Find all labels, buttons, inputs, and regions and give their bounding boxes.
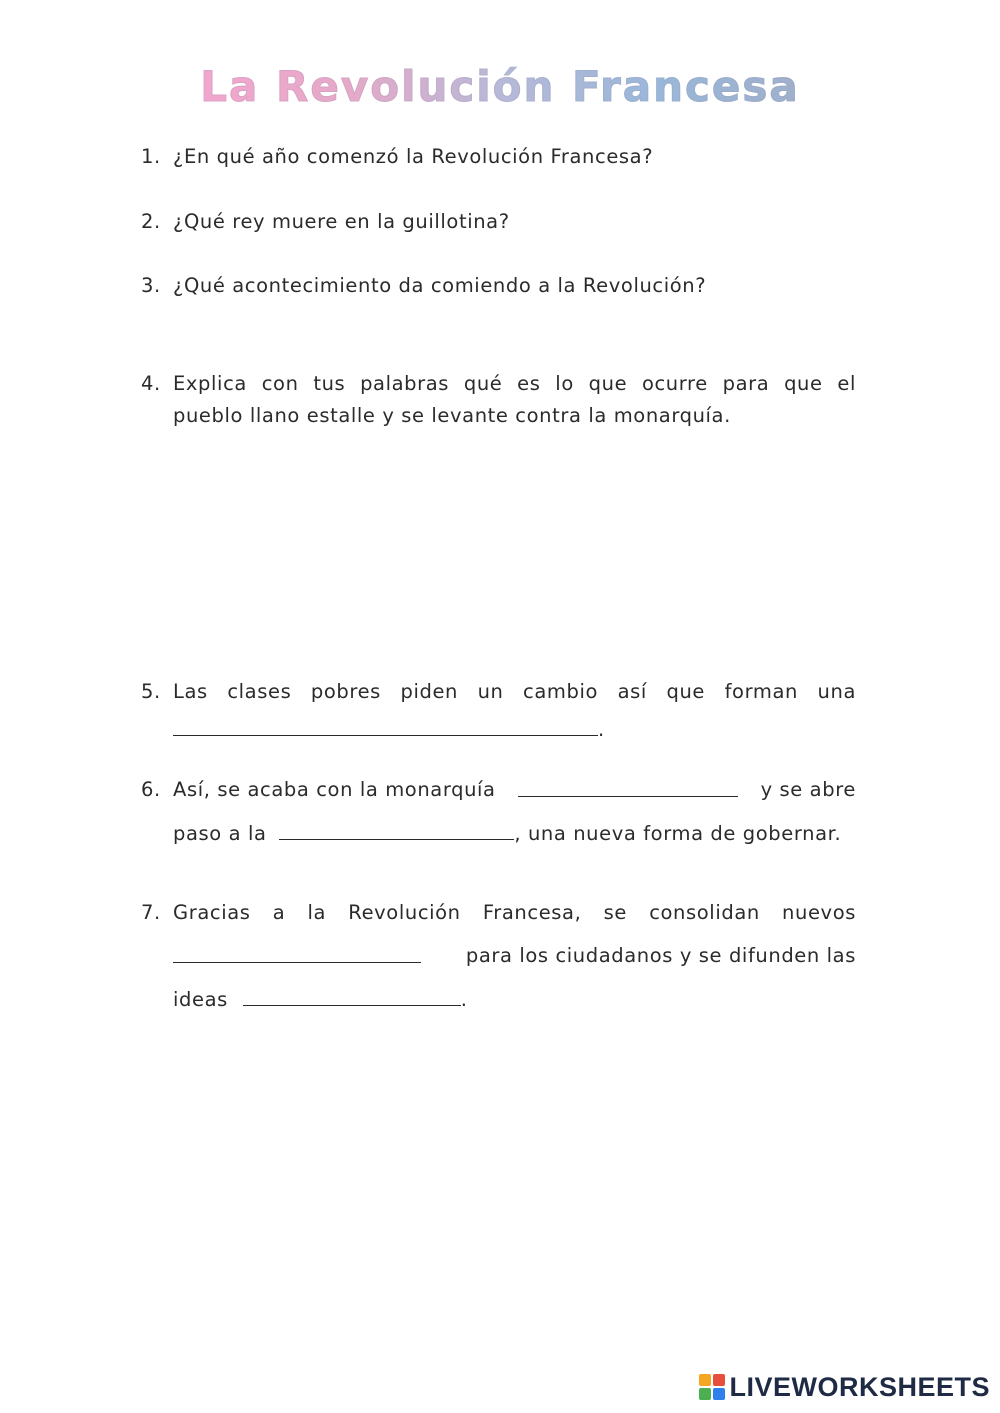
- liveworksheets-logo: [699, 1367, 990, 1407]
- worksheet-title-text: La Revolución Francesa: [200, 62, 800, 111]
- question-text-line-2: pueblo llano estalle y se levante contra la monarquía.: [173, 404, 731, 427]
- question-6: [141, 778, 856, 845]
- question-text-line-1-start: Así, se acaba con la monarquía: [173, 778, 496, 801]
- question-text-line-1: Las clases pobres piden un cambio así que forman una: [173, 680, 856, 703]
- question-number: 4.: [141, 372, 161, 395]
- question-7: [141, 901, 856, 1011]
- question-text-end: .: [598, 718, 605, 741]
- worksheet-title: [0, 62, 1000, 111]
- question-text: ¿Qué acontecimiento da comiendo a la Revolución?: [173, 274, 707, 297]
- question-number: 5.: [141, 680, 161, 703]
- question-number: 3.: [141, 274, 161, 297]
- question-number: 2.: [141, 210, 161, 233]
- liveworksheets-logo-icon: [699, 1374, 725, 1400]
- question-text-line-1-end: y se abre: [760, 778, 856, 801]
- answer-blank-1[interactable]: [173, 717, 598, 736]
- answer-blank-monarchy[interactable]: [518, 778, 738, 797]
- question-3: [141, 274, 856, 297]
- answer-blank-rights[interactable]: [173, 944, 421, 963]
- question-text-line-1: Gracias a la Revolución Francesa, se consolidan nuevos: [173, 901, 856, 924]
- question-text-line-2-start: paso a la: [173, 822, 267, 845]
- liveworksheets-logo-text: LIVEWORKSHEETS: [729, 1371, 990, 1402]
- question-text-line-2-end: para los ciudadanos y se difunden las: [465, 944, 856, 967]
- question-text-line-1: Explica con tus palabras qué es lo que ocurre para que el: [173, 372, 856, 395]
- question-text-line-3-start: ideas: [173, 988, 228, 1011]
- question-number: 6.: [141, 778, 161, 801]
- question-4: [141, 372, 856, 427]
- question-number: 1.: [141, 145, 161, 168]
- question-1: [141, 145, 856, 168]
- question-text: ¿Qué rey muere en la guillotina?: [173, 210, 510, 233]
- question-number: 7.: [141, 901, 161, 924]
- answer-blank-ideas[interactable]: [243, 987, 461, 1006]
- question-text: ¿En qué año comenzó la Revolución Francesa?: [173, 145, 654, 168]
- question-5: [141, 680, 856, 741]
- question-text-line-3-end: .: [460, 988, 468, 1011]
- question-text-line-2-end: , una nueva forma de gobernar.: [514, 822, 842, 845]
- answer-blank-republic[interactable]: [279, 821, 514, 840]
- question-2: [141, 210, 856, 233]
